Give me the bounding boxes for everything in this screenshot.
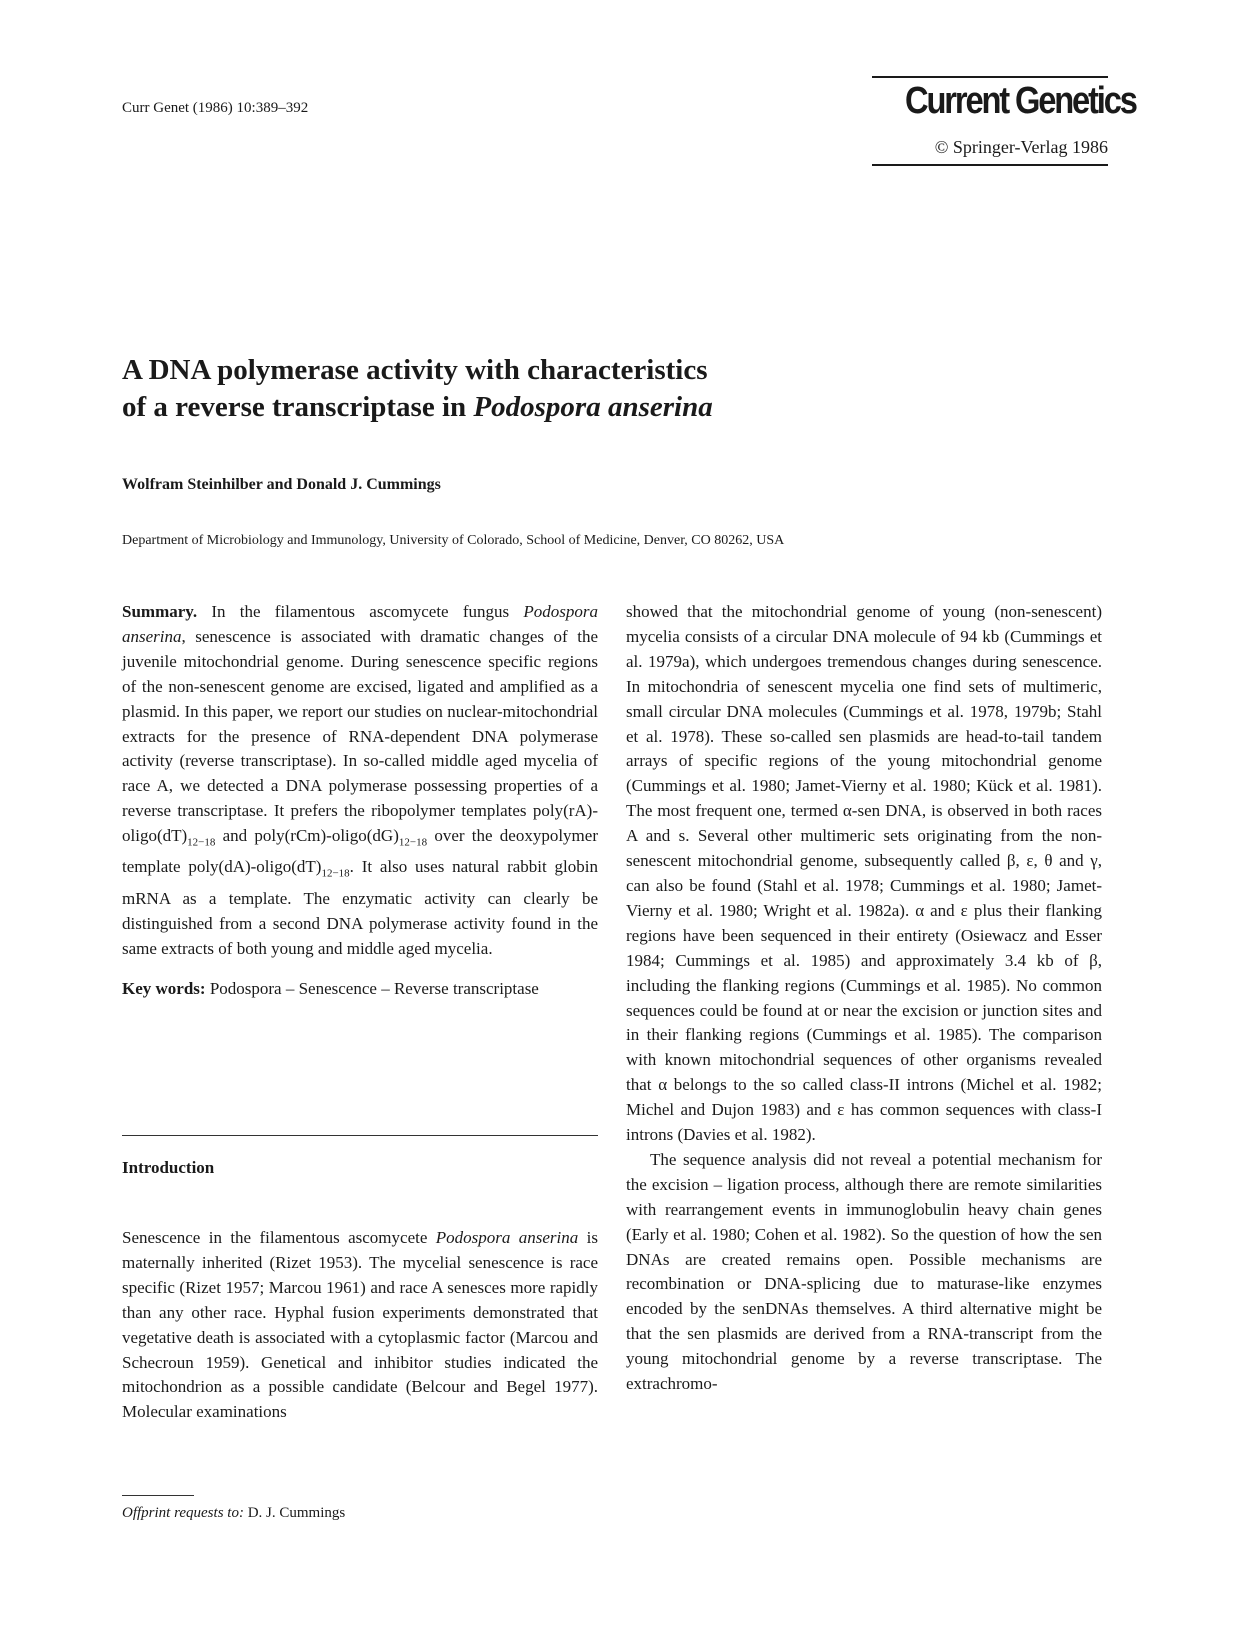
affiliation: Department of Microbiology and Immunology, University of Colorado, School of Medicine, Denver, CO 80262, USA — [122, 533, 785, 548]
summary-subscript-c: 12−18 — [321, 867, 350, 880]
right-paragraph-2: The sequence analysis did not reveal a potential mechanism for the excision – ligation process, although there are remote similarities with rearrangement events in immunoglobulin heavy chain genes (Early et al. 1980; Cohen et al. 1982). So the question of how the sen DNAs are created remains open. Possible mechanisms are recombination or DNA-splicing due to maturase-like enzymes encoded by the senDNAs themselves. A third alternative might be that the sen plasmids are derived from a RNA-transcript from the young mitochondrial genome by a reverse transcriptase. The extrachromo- — [626, 1149, 1102, 1394]
intro-text-2: is maternally inherited (Rizet 1953). The mycelial senescence is race specific (Rizet 1957; Marcou 1961) and race A senesces more rapidly than any other race. Hyphal fusion experiments demonstrated that vegetative death is associated with a cytoplasmic factor (Marcou and Schecroun 1959). Genetical and inhibitor studies indicated the mitochondrion as a possible candidate (Belcour and Begel 1977). Molecular examinations — [122, 1228, 598, 1422]
introduction-paragraph — [122, 1226, 598, 1425]
right-column — [626, 600, 1102, 1397]
section-divider — [122, 1135, 598, 1136]
title-line-2-text: of a reverse transcriptase in — [122, 391, 474, 423]
intro-species: Podospora anserina — [435, 1228, 579, 1247]
summary-text-5: . It also uses natural rabbit globin mRNA as a template. The enzymatic activity can clearly be distinguished from a second DNA polymerase activity found in the same extracts of both young and middle aged mycelia. — [122, 857, 598, 958]
keywords-label: Key words: — [122, 979, 206, 999]
summary-subscript-b: 12−18 — [398, 836, 428, 849]
footnote-label: Offprint requests to: — [122, 1505, 244, 1521]
summary-subscript-a: 12−18 — [187, 836, 216, 849]
keywords-paragraph — [122, 977, 598, 1002]
footnote — [122, 1505, 345, 1522]
summary-label: Summary. — [122, 602, 198, 621]
article-title — [122, 352, 882, 426]
right-paragraph-1: showed that the mitochondrial genome of young (non-senescent) mycelia consists of a circular DNA molecule of 94 kb (Cummings et al. 1979a), which undergoes tremendous changes during senescence. In mitochondria of senescent mycelia one find sets of multimeric, small circular DNA molecules (Cummings et al. 1978, 1979b; Stahl et al. 1978). These so-called sen plasmids are head-to-tail tandem arrays of specific regions of the young mitochondrial genome (Cummings et al. 1980; Jamet-Vierny et al. 1980; Kück et al. 1981). The most frequent one, termed α-sen DNA, is observed in both races A and s. Several other multimeric sets originating from the non-senescent mitochondrial genome, subsequently called β, ε, θ and γ, can also be found (Stahl et al. 1978; Cummings et al. 1980; Jamet-Vierny et al. 1980; Wright et al. 1982a). α and ε plus their flanking regions have been sequenced in their entirety (Osiewacz and Esser 1984; Cummings et al. 1985) and approximately 3.4 kb of β, including the flanking regions (Cummings et al. 1985). No common sequences could be found at or near the excision or junction sites and in their flanking regions (Cummings et al. 1985). The comparison with known mitochondrial sequences of other organisms revealed that α belongs to the so called class-II introns (Michel et al. 1982; Michel and Dujon 1983) and ε has common sequences with class-I introns (Davies et al. 1982). — [626, 602, 1102, 1145]
summary-text-3: and poly(rCm)-oligo(dG) — [215, 826, 399, 846]
title-line-2 — [122, 389, 882, 426]
summary-species: Podospora anserina — [122, 602, 598, 646]
footnote-name: D. J. Cummings — [243, 1505, 346, 1521]
left-column — [122, 600, 598, 1002]
summary-text-1: In the filamentous ascomycete fungus — [197, 602, 524, 621]
journal-name: Current Genetics — [905, 80, 1136, 122]
summary-text-2: , senescence is associated with dramatic changes of the juvenile mitochondrial genome. During senescence specific regions of the non-senescent genome are excised, ligated and amplified as a plasmid. In this paper, we report our studies on nuclear-mitochondrial extracts for the presence of RNA-dependent DNA polymerase activity (reverse transcriptase). In so-called middle aged mycelia of race A, we detected a DNA polymerase possessing properties of a reverse transcriptase. It prefers the ribopolymer templates poly(rA)-oligo(dT) — [122, 626, 598, 846]
summary-text-4: over the deoxypolymer template poly(dA)-oligo(dT) — [122, 826, 598, 877]
publisher-copyright: © Springer-Verlag 1986 — [872, 137, 1108, 166]
authors: Wolfram Steinhilber and Donald J. Cummings — [122, 476, 441, 493]
title-line-1: A DNA polymerase activity with characteristics — [122, 354, 708, 386]
intro-text-1: Senescence in the filamentous ascomycete — [122, 1228, 436, 1247]
journal-citation: Curr Genet (1986) 10:389–392 — [122, 100, 309, 116]
footnote-rule — [122, 1495, 194, 1496]
introduction-body — [122, 1226, 598, 1425]
title-species: Podospora anserina — [473, 391, 713, 423]
keywords-text: Podospora – Senescence – Reverse transcriptase — [205, 979, 539, 999]
summary-paragraph — [122, 600, 598, 961]
journal-logo — [872, 76, 1136, 122]
introduction-heading: Introduction — [122, 1158, 215, 1177]
